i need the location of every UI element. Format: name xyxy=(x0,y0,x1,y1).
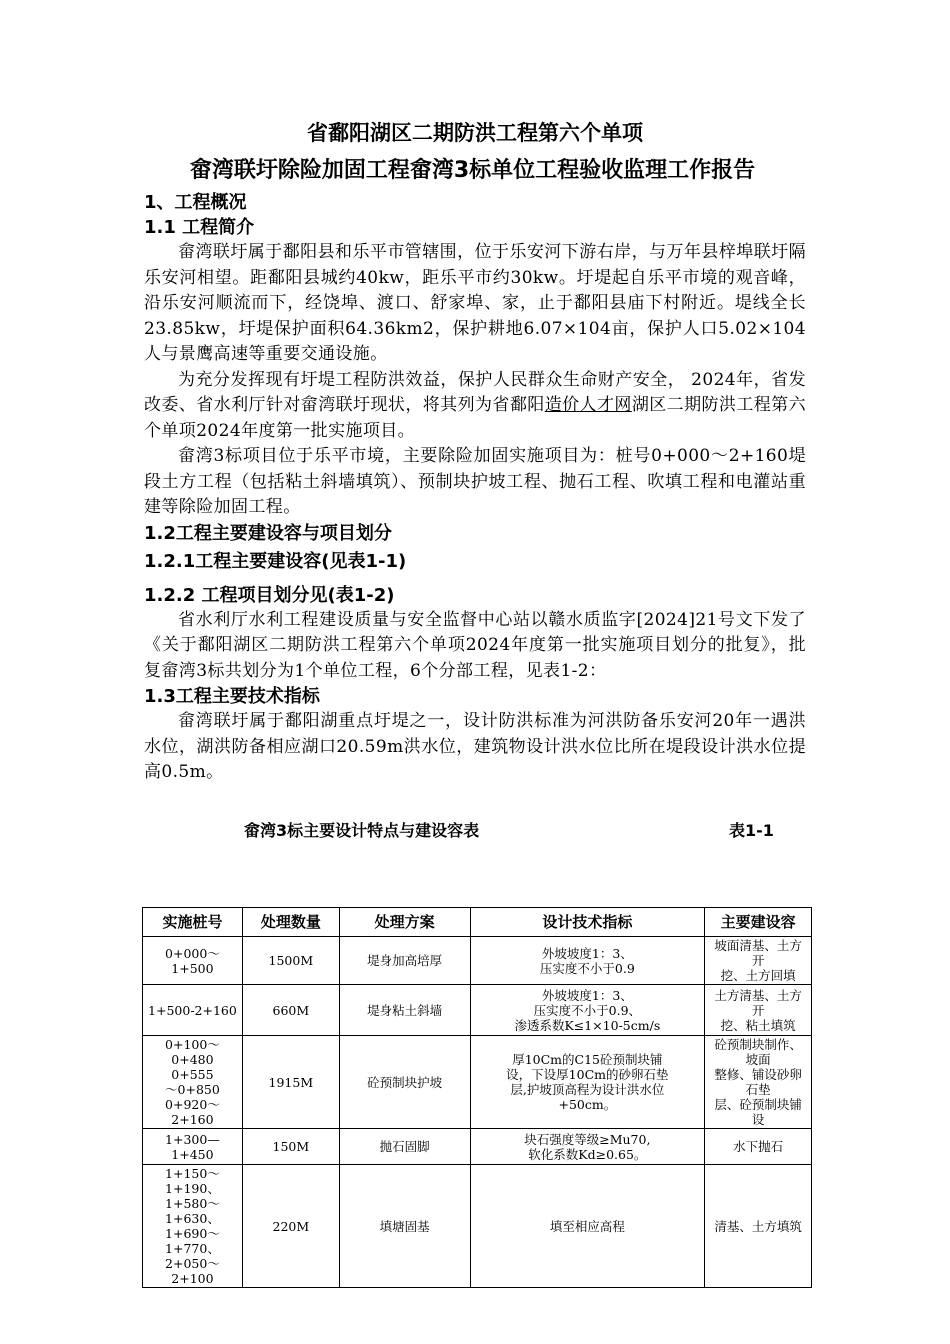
cell-spec-line: +50cm。 xyxy=(558,1097,617,1112)
document-page xyxy=(144,118,806,840)
cell-work-line: 层、砼预制块铺设 xyxy=(714,1097,802,1127)
table-caption-title: 畲湾3标主要设计特点与建设容表 xyxy=(244,820,480,840)
paragraph-tech-index: 畲湾联圩属于鄱阳湖重点圩堤之一，设计防洪标准为河洪防备乐安河20年一遇洪水位，湖洪防备相应湖口20.59m洪水位，建筑物设计洪水位比所在堤段设计洪水位提高0.5m。 xyxy=(144,711,806,782)
table-header-row xyxy=(143,908,812,937)
cell-quantity-line: 1500M xyxy=(268,953,314,968)
paragraph-background-text-a: 为充分发挥现有圩堤工程防洪效益，保护人民群众生命财产安全， 2024年，省发改委、省水利厅针对畲湾联圩现状，将其列为省鄱阳 xyxy=(144,369,806,415)
cell-plan xyxy=(339,1165,470,1288)
cell-station xyxy=(143,1129,243,1165)
table-row xyxy=(143,1165,812,1288)
section-heading-1: 1、工程概况 xyxy=(144,192,247,213)
cell-work-line: 坡面清基、土方开 xyxy=(714,938,802,968)
cell-plan-line: 抛石固脚 xyxy=(379,1139,430,1154)
table-row xyxy=(143,1036,812,1129)
cell-station-line: 1+580～1+630、 xyxy=(165,1196,220,1226)
paragraph-background-text-b: 湖区二期防洪工程第六个单项2024年度第一批实施项目。 xyxy=(144,395,807,441)
cell-quantity-line: 660M xyxy=(272,1002,310,1018)
header-spec: 设计技术指标 xyxy=(470,908,705,937)
cell-work xyxy=(705,985,812,1036)
watermark-link[interactable]: 造价人才网 xyxy=(544,395,632,415)
cell-spec-line: 块石强度等级≥Mu70, xyxy=(524,1131,651,1147)
cell-station-line: 2+050～2+100 xyxy=(165,1256,220,1286)
design-features-table xyxy=(142,907,812,1288)
table-caption xyxy=(144,818,806,840)
cell-spec xyxy=(470,1036,705,1129)
cell-station-line: 0+100～0+480 0+555 xyxy=(165,1037,227,1082)
cell-plan-line: 堤身加高培厚 xyxy=(367,953,443,968)
header-station: 实施桩号 xyxy=(143,908,243,937)
cell-work-line: 清基、土方填筑 xyxy=(714,1218,802,1234)
cell-work xyxy=(705,937,812,985)
cell-work-line: 挖、粘土填筑 xyxy=(720,1017,796,1033)
cell-spec-line: 压实度不小于0.9、 xyxy=(533,1002,642,1018)
cell-station-line: ～0+850 xyxy=(165,1082,220,1097)
cell-station-line: 1+300—1+450 xyxy=(165,1131,220,1162)
cell-station-line: 1+690～1+770、 xyxy=(165,1226,220,1256)
cell-spec-line: 外坡坡度1：3、 xyxy=(541,987,633,1003)
cell-spec xyxy=(470,1129,705,1165)
cell-station xyxy=(143,937,243,985)
cell-work-line: 水下抛石 xyxy=(733,1139,784,1154)
paragraph-division: 省水利厅水利工程建设质量与安全监督中心站以赣水质监字[2024]21号文下发了《关于鄱阳湖区二期防洪工程第六个单项2024年度第一批实施项目划分的批复》，批复畲湾3标共划分为1个单位工程，6个分部工程，见表1-2： xyxy=(144,609,806,681)
cell-quantity xyxy=(242,1129,339,1165)
cell-plan-line: 砼预制块护坡 xyxy=(367,1074,443,1090)
cell-spec-line: 设，下设厚10Cm的砂卵石垫 xyxy=(506,1067,669,1082)
cell-plan xyxy=(339,1036,470,1129)
table-number: 表1-1 xyxy=(729,820,774,840)
header-plan: 处理方案 xyxy=(339,908,470,937)
cell-plan-line: 堤身粘土斜墙 xyxy=(367,1002,443,1018)
cell-work-line: 整修、铺设砂卵石垫 xyxy=(714,1067,802,1097)
cell-spec-line: 填至相应高程 xyxy=(549,1218,625,1234)
paragraph-scope: 畲湾3标项目位于乐平市境，主要除险加固实施项目为：桩号0+000～2+160堤段土方工程（包括粘土斜墙填筑）、预制块护坡工程、抛石工程、吹填工程和电灌站重建等除险加固工程。 xyxy=(144,446,806,517)
cell-work xyxy=(705,1036,812,1129)
cell-station xyxy=(143,985,243,1036)
table-body xyxy=(143,937,812,1288)
cell-work-line: 砼预制块制作、坡面 xyxy=(714,1037,802,1067)
cell-spec-line: 厚10Cm的C15砼预制块铺 xyxy=(512,1052,663,1067)
cell-spec-line: 渗透系数K≤1×10-5cm/s xyxy=(514,1017,661,1033)
cell-work xyxy=(705,1129,812,1165)
header-work: 主要建设容 xyxy=(705,908,812,937)
table-row xyxy=(143,937,812,985)
section-heading-1-3: 1.3工程主要技术指标 xyxy=(144,686,320,707)
cell-quantity-line: 150M xyxy=(272,1139,310,1154)
table-row xyxy=(143,985,812,1036)
cell-spec xyxy=(470,937,705,985)
cell-quantity-line: 220M xyxy=(272,1218,310,1234)
cell-work xyxy=(705,1165,812,1288)
cell-station-line: 0+000～1+500 xyxy=(165,945,220,976)
cell-station-line: 1+150～1+190、 xyxy=(165,1166,220,1196)
section-heading-1-1: 1.1 工程简介 xyxy=(144,217,255,238)
cell-quantity-line: 1915M xyxy=(268,1074,314,1090)
document-title-line2: 畲湾联圩除险加固工程畲湾3标单位工程验收监理工作报告 xyxy=(189,158,756,183)
cell-spec-line: 软化系数Kd≥0.65。 xyxy=(528,1146,647,1162)
cell-plan xyxy=(339,937,470,985)
cell-station xyxy=(143,1165,243,1288)
cell-station-line: 0+920～2+160 xyxy=(165,1097,220,1127)
paragraph-background xyxy=(144,368,806,445)
cell-plan xyxy=(339,985,470,1036)
cell-work-line: 挖、土方回填 xyxy=(720,968,796,983)
cell-quantity xyxy=(242,937,339,985)
document-title-line1: 省鄱阳湖区二期防洪工程第六个单项 xyxy=(307,121,643,145)
cell-spec-line: 压实度不小于0.9 xyxy=(539,960,635,976)
header-quantity: 处理数量 xyxy=(242,908,339,937)
paragraph-intro: 畲湾联圩属于鄱阳县和乐平市管辖围，位于乐安河下游右岸，与万年县梓埠联圩隔乐安河相望。距鄱阳县城约40kw，距乐平市约30kw。圩堤起自乐平市境的观音峰，沿乐安河顺流而下，经饶埠、渡口、舒家埠、家，止于鄱阳县庙下村附近。堤线全长23.85kw，圩堤保护面积64.36km2，保护耕地6.07×104亩，保护人口5.02×104人与景鹰高速等重要交通设施。 xyxy=(144,242,806,364)
cell-work-line: 土方清基、土方开 xyxy=(714,987,802,1018)
cell-spec-line: 层,护坡顶高程为设计洪水位 xyxy=(510,1082,665,1097)
cell-quantity xyxy=(242,985,339,1036)
cell-spec xyxy=(470,1165,705,1288)
cell-plan xyxy=(339,1129,470,1165)
section-heading-1-2-2: 1.2.2 工程项目划分见(表1-2) xyxy=(144,584,395,606)
section-heading-1-2: 1.2工程主要建设容与项目划分 xyxy=(144,522,392,544)
cell-spec-line: 外坡坡度1：3、 xyxy=(541,945,633,961)
cell-station-line: 1+500-2+160 xyxy=(148,1002,237,1018)
cell-station xyxy=(143,1036,243,1129)
section-heading-1-2-1: 1.2.1工程主要建设容(见表1-1) xyxy=(144,550,407,572)
table-row xyxy=(143,1129,812,1165)
cell-spec xyxy=(470,985,705,1036)
cell-plan-line: 填塘固基 xyxy=(379,1218,430,1234)
cell-quantity xyxy=(242,1165,339,1288)
cell-quantity xyxy=(242,1036,339,1129)
